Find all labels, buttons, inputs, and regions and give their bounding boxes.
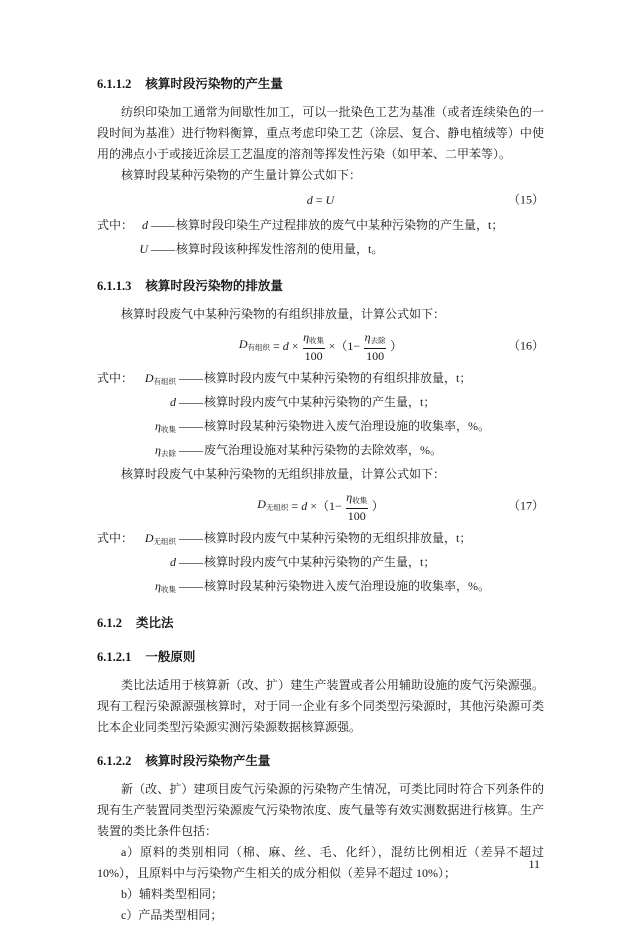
definition-line [97, 576, 544, 600]
eq17-mid: ×（1− [310, 498, 342, 513]
equation-17-definitions [97, 528, 544, 600]
symbol: $\eta_{收集}$ [155, 419, 176, 434]
definition-text: 核算时段某种污染物进入废气治理设施的收集率，%。 [204, 579, 490, 593]
equation-15-number: （15） [507, 192, 544, 207]
equation-16-number: （16） [507, 338, 544, 353]
eq16-mid: ×（1− [328, 338, 361, 353]
eq17-close-paren: ） [371, 498, 384, 513]
where-label [97, 576, 134, 600]
equation-17-body [257, 487, 384, 525]
dash: —— [151, 218, 175, 232]
equation-16-body [239, 327, 402, 365]
paragraph: 新（改、扩）建项目废气污染源的污染物产生情况，可类比同时符合下列条件的现有生产装置同类型污染源废气污染物浓度、废气量等有效实测数据进行核算。生产装置的类比条件包括： [97, 782, 544, 838]
paragraph: 类比法适用于核算新（改、扩）建生产装置或者公用辅助设施的废气污染源强。现有工程污染源源强核算时，对于同一企业有多个同类型污染源时，其他污染源可类比本企业同类型污染源实测污染源数据核算源强。 [97, 678, 544, 734]
page-number: 11 [528, 857, 540, 871]
definition-line [97, 552, 544, 576]
eq16-fraction-collect: $\frac{\eta_{收集}}{100}$ [303, 329, 325, 363]
dash: —— [151, 242, 175, 256]
definition-text: 核算时段该种挥发性溶剂的使用量，t。 [176, 242, 384, 256]
definition-text: 核算时段内废气中某种污染物的有组织排放量，t； [204, 371, 472, 385]
definition-line [97, 392, 544, 416]
section-number: 6.1.2 [97, 616, 122, 630]
paragraph: 核算时段某种污染物的产生量计算公式如下： [121, 168, 362, 182]
equation-17 [97, 487, 544, 525]
paragraph: 纺织印染加工通常为间歇性加工，可以一批染色工艺为基准（或者连续染色的一段时间为基准）进行物料衡算，重点考虑印染工艺（涂层、复合、静电植绒等）中使用的沸点小于或接近涂层工艺温度的溶剂等挥发性污染（如甲苯、二甲苯等）。 [97, 105, 544, 161]
eq16-times: × [291, 338, 299, 353]
dash: —— [179, 531, 203, 545]
dash: —— [179, 395, 203, 409]
symbol: $D_{无组织}$ [144, 531, 176, 546]
eq17-equals: = [291, 498, 299, 513]
dash: —— [179, 443, 203, 457]
equation-16-definitions [97, 368, 544, 464]
equation-17-number: （17） [507, 498, 544, 513]
section-heading-6.1.1.2 [97, 74, 544, 95]
dash: —— [179, 555, 203, 569]
symbol: $\eta_{收集}$ [155, 579, 176, 594]
section-title: 核算时段污染物产生量 [145, 754, 271, 768]
eq16-close-paren: ） [390, 338, 403, 353]
definition-line [97, 528, 544, 552]
where-label [97, 552, 134, 576]
definition-text: 核算时段内废气中某种污染物的产生量，t； [204, 555, 436, 569]
definition-line [97, 416, 544, 440]
section-heading-6.1.2.1 [97, 647, 544, 668]
eq15-equals: = [315, 192, 323, 207]
definition-text: 核算时段印染生产过程排放的废气中某种污染物的产生量，t； [176, 218, 504, 232]
symbol: $D_{有组织}$ [144, 371, 176, 386]
definition-line [97, 215, 544, 239]
symbol: U [139, 242, 148, 256]
section-number: 6.1.2.2 [97, 754, 132, 768]
section-title: 类比法 [136, 616, 174, 630]
eq17-var-d: d [301, 498, 308, 513]
page-content [97, 74, 544, 926]
equation-16 [97, 327, 544, 365]
where-label: 式中： [97, 531, 134, 545]
paragraph: 核算时段废气中某种污染物的有组织排放量，计算公式如下： [121, 307, 446, 321]
equation-15 [97, 188, 544, 212]
section-number: 6.1.1.2 [97, 77, 132, 91]
eq16-var-d: d [282, 338, 289, 353]
where-label [97, 392, 134, 416]
where-label [97, 440, 134, 464]
eq17-lhs: $D_{无组织}$ [257, 497, 289, 512]
section-heading-6.1.1.3 [97, 276, 544, 297]
eq15-lhs: d [306, 192, 313, 207]
where-label: 式中： [97, 218, 134, 232]
section-title: 核算时段污染物的排放量 [145, 279, 283, 293]
eq16-fraction-remove: $\frac{\eta_{去除}}{100}$ [364, 329, 386, 363]
section-title: 核算时段污染物的产生量 [145, 77, 283, 91]
definition-line [97, 239, 544, 263]
eq17-fraction-collect: $\frac{\eta_{收集}}{100}$ [346, 489, 368, 523]
section-heading-6.1.2 [97, 613, 544, 634]
list-item-b: b）辅料类型相同； [121, 887, 224, 901]
symbol: d [170, 395, 176, 409]
definition-text: 核算时段内废气中某种污染物的无组织排放量，t； [204, 531, 472, 545]
dash: —— [179, 371, 203, 385]
symbol: $\eta_{去除}$ [155, 443, 176, 458]
where-label [97, 416, 134, 440]
definition-line [97, 440, 544, 464]
paragraph: 核算时段废气中某种污染物的无组织排放量，计算公式如下： [121, 467, 446, 481]
section-title: 一般原则 [145, 650, 196, 664]
equation-15-definitions [97, 215, 544, 263]
list-item-a: a）原料的类别相同（棉、麻、丝、毛、化纤），混纺比例相近（差异不超过 10%），且原料中与污染物产生相关的成分相似（差异不超过 10%）； [97, 845, 544, 880]
where-label [97, 239, 134, 263]
dash: —— [179, 579, 203, 593]
definition-line [97, 368, 544, 392]
section-number: 6.1.1.3 [97, 279, 132, 293]
dash: —— [179, 419, 203, 433]
definition-text: 核算时段内废气中某种污染物的产生量，t； [204, 395, 436, 409]
eq16-equals: = [273, 338, 280, 353]
section-heading-6.1.2.2 [97, 751, 544, 772]
definition-text: 核算时段某种污染物进入废气治理设施的收集率，%。 [204, 419, 490, 433]
eq15-rhs: U [325, 192, 335, 207]
where-label: 式中： [97, 371, 134, 385]
equation-15-body [307, 188, 334, 212]
definition-text: 废气治理设施对某种污染物的去除效率，%。 [204, 443, 442, 457]
section-number: 6.1.2.1 [97, 650, 132, 664]
symbol: d [142, 218, 148, 232]
eq16-lhs: $D_{有组织}$ [238, 337, 271, 352]
list-item-c: c）产品类型相同； [121, 908, 223, 922]
symbol: d [170, 555, 176, 569]
